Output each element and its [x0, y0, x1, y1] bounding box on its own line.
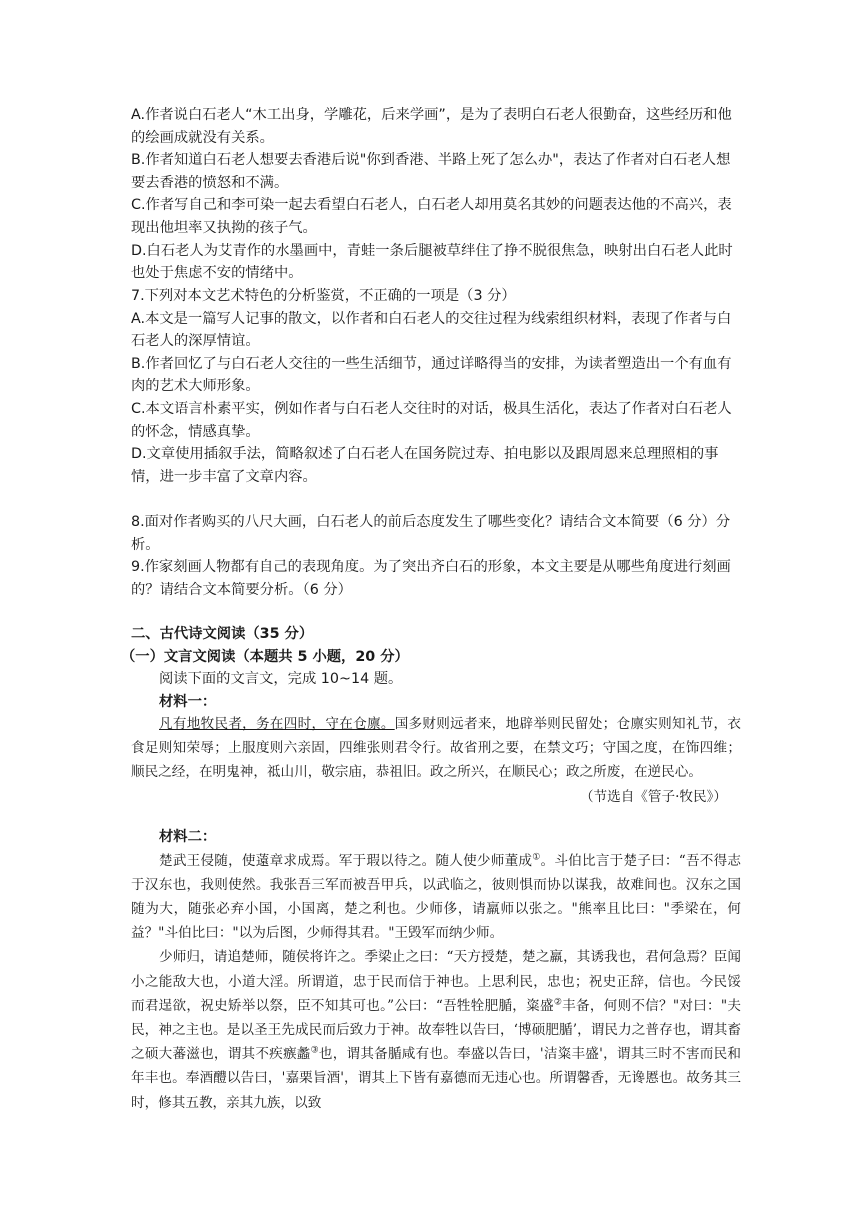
- material2-paragraph-2: [131, 945, 741, 1114]
- material2-label: 材料二：: [159, 829, 217, 845]
- footnote-2-marker: ②: [553, 997, 563, 1008]
- q9-stem: 9.作家刻画人物都有自己的表现角度。为了突出齐白石的形象，本文主要是从哪些角度进行刻画的？请结合文本简要分析。（6 分）: [131, 559, 731, 598]
- q7: [131, 285, 741, 488]
- q6-options: [131, 104, 741, 285]
- material2-p2-text-c: 也，谓其备腯咸有也。奉盛以告曰，'洁粢丰盛'，谓其三时不害而民和年丰也。奉酒醴以告曰，'嘉栗旨酒'，谓其上下皆有嘉德而无违心也。所谓馨香，无谗慝也。故务其三时，修其五教，亲其九族，以致: [131, 1046, 741, 1111]
- q7-option-d: D.文章使用插叙手法，简略叙述了白石老人在国务院过寿、拍电影以及跟周恩来总理照相的事情，进一步丰富了文章内容。: [131, 446, 719, 485]
- q7-option-c: C.本文语言朴素平实，例如作者与白石老人交往时的对话，极具生活化，表达了作者对白石老人的怀念，情感真挚。: [131, 400, 732, 440]
- q6-option-a: A.作者说白石老人“木工出身，学雕花，后来学画”，是为了表明白石老人很勤奋，这些经历和他的绘画成就没有关系。: [131, 107, 732, 146]
- q6-option-c: C.作者写自己和李可染一起去看望白石老人，白石老人却用莫名其妙的问题表达他的不高兴，表现出他坦率又执拗的孩子气。: [131, 197, 732, 236]
- section2-header: [121, 623, 741, 713]
- q8: [131, 511, 741, 556]
- material1-underlined: 凡有地牧民者，务在四时，守在仓廪。: [159, 716, 395, 732]
- material2-p2-text-b: 丰备，何则不信？"对曰："夫民，神之主也。是以圣王先成民而后致力于神。故奉牲以告曰，‘博硕肥腯’，谓民力之普存也，谓其畜之硕大蕃滋也，谓其不疾瘯蠡: [131, 997, 741, 1063]
- material2: [131, 826, 741, 1115]
- footnote-1-marker: ①: [532, 852, 541, 863]
- material1-paragraph: [131, 712, 741, 785]
- material2-p1-text-b: 。斗伯比言于楚子曰：“吾不得志于汉东也，我则使然。我张吾三军而被吾甲兵，以武临之，彼则惧而协以谋我，故难间也。汉东之国随为大，随张必弃小国，小国离，楚之利也。少师侈，请羸师以张之。"熊率且比曰："季梁在，何益？"斗伯比曰："以为后图，少师得其君。"王毁军而纳少师。: [131, 852, 742, 942]
- q6-option-b: B.作者知道白石老人想要去香港后说"你到香港、半路上死了怎么办"，表达了作者对白石老人想要去香港的愤怒和不满。: [131, 152, 731, 191]
- material1-source: （节选自《管子·牧民》）: [579, 788, 727, 805]
- material2-p2-text-a: 少师归，请追楚师，随侯将许之。季梁止之曰：“天方授楚，楚之羸，其诱我也，君何急焉？臣闻小之能敌大也，小道大淫。所谓道，忠于民而信于神也。上思利民，忠也；祝史正辞，信也。今民馁而君逞欲，祝史矫举以祭，臣不知其可也。”公曰：“吾牲牷肥腯，粢盛: [131, 949, 741, 1014]
- material1-label: 材料一：: [159, 693, 217, 710]
- footnote-3-marker: ③: [310, 1045, 319, 1056]
- q6-option-d: D.白石老人为艾青作的水墨画中，青蛙一条后腿被草绊住了挣不脱很焦急，映射出白石老人此时也处于焦虑不安的情绪中。: [131, 242, 733, 282]
- q7-option-b: B.作者回忆了与白石老人交往的一些生活细节，通过详略得当的安排，为读者塑造出一个有血有肉的艺术大师形象。: [131, 355, 732, 395]
- section2-instruction: 阅读下面的文言文，完成 10~14 题。: [159, 671, 403, 688]
- material1-text: 国多财则远者来，地辟举则民留处；仓廪实则知礼节，衣食足则知荣辱；上服度则六亲固，四维张则君令行。故省刑之要，在禁文巧；守国之度，在饰四维；顺民之经，在明鬼神，祗山川，敬宗庙，恭祖旧。政之所兴，在顺民心；政之所废，在逆民心。: [131, 716, 742, 781]
- material1: [131, 712, 741, 809]
- q8-stem: 8.面对作者购买的八尺大画，白石老人的前后态度发生了哪些变化？请结合文本简要（6 分）分析。: [131, 514, 731, 553]
- material2-p1-text-a: 楚武王侵随，使薳章求成焉。军于瑕以待之。随人使少师董成: [159, 852, 533, 869]
- material2-body: [131, 849, 741, 1115]
- q7-option-a: A.本文是一篇写人记事的散文，以作者和白石老人的交往过程为线索组织材料，表现了作者与白石老人的深厚情谊。: [131, 310, 732, 350]
- section2-subtitle: （一）文言文阅读（本题共 5 小题，20 分）: [121, 648, 409, 665]
- section2-title: 二、古代诗文阅读（35 分）: [131, 626, 314, 642]
- material2-paragraph-1: [131, 849, 741, 946]
- q9: [131, 556, 741, 601]
- q7-stem: 7.下列对本文艺术特色的分析鉴赏，不正确的一项是（3 分）: [131, 288, 516, 304]
